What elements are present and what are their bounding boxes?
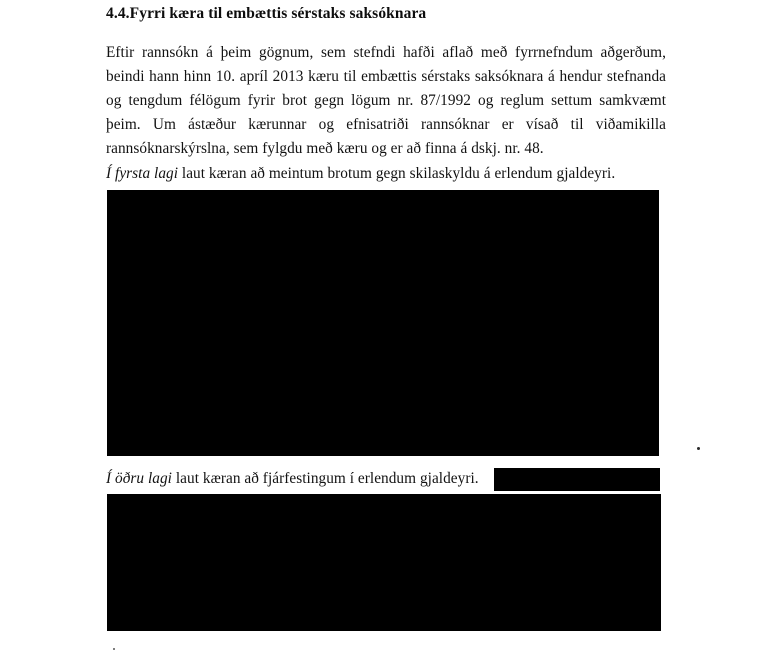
lead-line-text: laut kæran að fjárfestingum í erlendum gjaldeyri.	[172, 470, 479, 487]
redaction-block-1	[107, 190, 659, 456]
redaction-inline-1	[494, 468, 660, 491]
scan-speck-right-margin	[697, 447, 700, 450]
lead-line-second-point	[106, 468, 479, 490]
section-heading: 4.4.Fyrri kæra til embættis sérstaks saksóknara	[106, 5, 427, 22]
lead-line-first-point	[106, 163, 615, 185]
redaction-block-2	[107, 494, 661, 631]
body-paragraph: Eftir rannsókn á þeim gögnum, sem stefndi hafði aflað með fyrrnefndum aðgerðum, beindi hann hinn 10. apríl 2013 kæru til embættis sérstaks saksóknara á hendur stefnanda og tengdum félögum fyrir brot gegn lögum nr. 87/1992 og reglum settum samkvæmt þeim. Um ástæður kærunnar og efnisatriði rannsóknar er vísað til viðamikilla rannsóknarskýrslna, sem fylgdu með kæru og er að finna á dskj. nr. 48.	[106, 43, 666, 158]
lead-line-italic-opener: Í fyrsta lagi	[106, 165, 179, 182]
text-column	[106, 0, 666, 162]
scan-speck-bottom-left	[113, 648, 115, 650]
lead-line-text: laut kæran að meintum brotum gegn skilaskyldu á erlendum gjaldeyri.	[178, 165, 616, 182]
lead-line-italic-opener: Í öðru lagi	[106, 470, 172, 487]
